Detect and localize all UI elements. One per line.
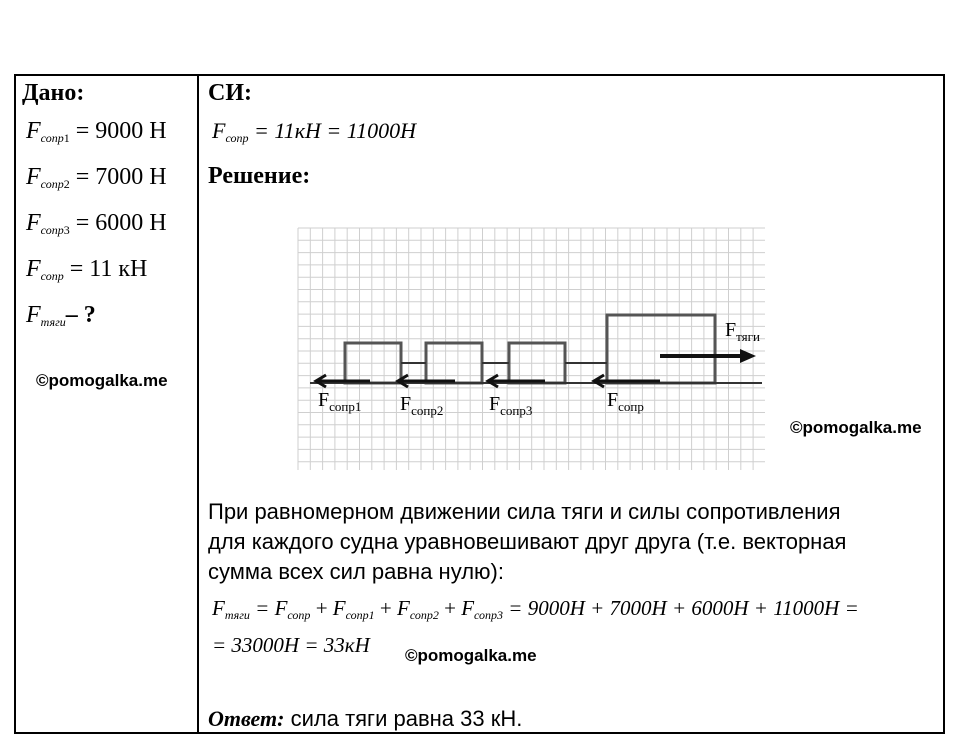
diagram-grid: [298, 228, 765, 470]
label-f-drag2: $F_{сопр2}$: [400, 393, 444, 418]
label-f-drag: $F_{сопр}$: [607, 389, 644, 414]
given-unknown: $F_{тяги}-$ ?: [26, 302, 96, 329]
ship-4: [607, 315, 715, 383]
paragraph-line: для каждого судна уравновешивают друг друга (т.е. векторная: [208, 529, 847, 554]
solution-paragraph: [208, 497, 928, 587]
given-title: Дано:: [22, 80, 85, 106]
given-item-3: $F_{сопр3} = 6000$ Н: [26, 210, 167, 237]
label-f-drag3: $F_{сопр3}$: [489, 393, 533, 418]
given-item-4: $F_{сопр} = 11$ кН: [26, 256, 148, 283]
paragraph-line: При равномерном движении сила тяги и силы сопротивления: [208, 499, 841, 524]
watermark: ©pomogalka.me: [36, 371, 168, 390]
paragraph-line: сумма всех сил равна нулю):: [208, 559, 504, 584]
answer-label: Ответ:: [208, 706, 285, 731]
given-item-1: $F_{сопр1} = 9000$ Н: [26, 118, 167, 145]
label-f-thrust: $F_{тяги}$: [725, 319, 760, 344]
equation-line-2: = 33000Н = 33кН: [212, 633, 370, 657]
solution-title: Решение:: [208, 163, 311, 189]
si-conversion: $F_{сопр} = 11кН = 11000Н$: [212, 118, 416, 145]
answer-text: сила тяги равна 33 кН.: [284, 706, 523, 731]
watermark: ©pomogalka.me: [405, 646, 537, 665]
answer-line: [208, 706, 522, 732]
si-title: СИ:: [208, 80, 252, 106]
label-f-drag1: $F_{сопр1}$: [318, 389, 362, 414]
given-item-2: $F_{сопр2} = 7000$ Н: [26, 164, 167, 191]
watermark: ©pomogalka.me: [790, 418, 922, 437]
equation-line-1: $F_{тяги} = F_{сопр} + F_{сопр1} + F_{сопр2} + F_{сопр3} = 9000Н + 7000Н + 6000Н + 11000Н$ =: [212, 596, 859, 622]
